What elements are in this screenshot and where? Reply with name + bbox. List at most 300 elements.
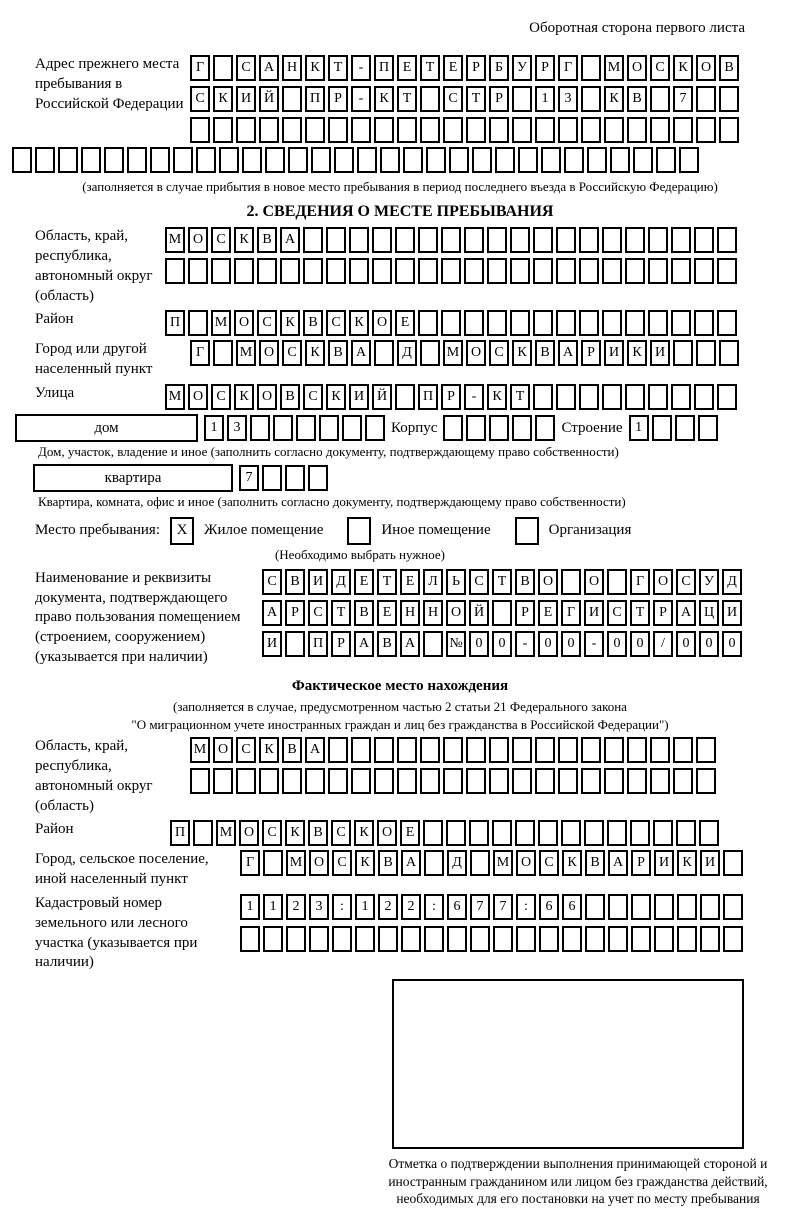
char-cell[interactable]: 0: [676, 631, 696, 657]
char-cell[interactable]: Н: [423, 600, 443, 626]
char-cell[interactable]: С: [676, 569, 696, 595]
char-cell[interactable]: [533, 384, 553, 410]
char-cell[interactable]: [625, 258, 645, 284]
char-cell[interactable]: 7: [673, 86, 693, 112]
char-cell[interactable]: [441, 227, 461, 253]
char-cell[interactable]: [35, 147, 55, 173]
char-cell[interactable]: [581, 768, 601, 794]
char-cell[interactable]: [535, 117, 555, 143]
actual-city-row[interactable]: [240, 850, 743, 876]
char-cell[interactable]: 2: [401, 894, 421, 920]
char-cell[interactable]: [627, 768, 647, 794]
char-cell[interactable]: И: [604, 340, 624, 366]
char-cell[interactable]: В: [378, 850, 398, 876]
char-cell[interactable]: [296, 415, 316, 441]
char-cell[interactable]: [673, 768, 693, 794]
char-cell[interactable]: Ц: [699, 600, 719, 626]
char-cell[interactable]: [420, 86, 440, 112]
char-cell[interactable]: К: [627, 340, 647, 366]
char-cell[interactable]: [631, 894, 651, 920]
char-cell[interactable]: [446, 820, 466, 846]
char-cell[interactable]: Е: [400, 820, 420, 846]
char-cell[interactable]: Е: [397, 55, 417, 81]
char-cell[interactable]: [518, 147, 538, 173]
char-cell[interactable]: В: [377, 631, 397, 657]
char-cell[interactable]: :: [516, 894, 536, 920]
char-cell[interactable]: [250, 415, 270, 441]
korpus-row[interactable]: [443, 415, 555, 441]
char-cell[interactable]: С: [236, 55, 256, 81]
char-cell[interactable]: [630, 820, 650, 846]
char-cell[interactable]: К: [604, 86, 624, 112]
char-cell[interactable]: К: [213, 86, 233, 112]
char-cell[interactable]: [262, 465, 282, 491]
char-cell[interactable]: Й: [372, 384, 392, 410]
char-cell[interactable]: К: [673, 55, 693, 81]
char-cell[interactable]: Т: [630, 600, 650, 626]
char-cell[interactable]: [607, 820, 627, 846]
char-cell[interactable]: [305, 768, 325, 794]
char-cell[interactable]: [648, 227, 668, 253]
char-cell[interactable]: [365, 415, 385, 441]
char-cell[interactable]: [127, 147, 147, 173]
char-cell[interactable]: [671, 310, 691, 336]
prev-address-row-1[interactable]: [190, 55, 739, 81]
char-cell[interactable]: [558, 768, 578, 794]
char-cell[interactable]: [334, 147, 354, 173]
prev-address-row-2[interactable]: [190, 86, 739, 112]
char-cell[interactable]: О: [377, 820, 397, 846]
char-cell[interactable]: [374, 768, 394, 794]
char-cell[interactable]: О: [584, 569, 604, 595]
char-cell[interactable]: [193, 820, 213, 846]
char-cell[interactable]: [493, 926, 513, 952]
stay-type-checkbox-residential[interactable]: X: [170, 517, 194, 545]
char-cell[interactable]: К: [285, 820, 305, 846]
document-row-1[interactable]: [262, 569, 742, 595]
char-cell[interactable]: К: [259, 737, 279, 763]
char-cell[interactable]: [650, 86, 670, 112]
char-cell[interactable]: [403, 147, 423, 173]
char-cell[interactable]: Е: [400, 569, 420, 595]
char-cell[interactable]: :: [424, 894, 444, 920]
char-cell[interactable]: П: [418, 384, 438, 410]
char-cell[interactable]: [240, 926, 260, 952]
char-cell[interactable]: К: [354, 820, 374, 846]
char-cell[interactable]: [420, 768, 440, 794]
char-cell[interactable]: [357, 147, 377, 173]
char-cell[interactable]: Р: [466, 55, 486, 81]
char-cell[interactable]: Н: [282, 55, 302, 81]
char-cell[interactable]: [610, 147, 630, 173]
char-cell[interactable]: [581, 86, 601, 112]
char-cell[interactable]: [464, 227, 484, 253]
char-cell[interactable]: Г: [190, 55, 210, 81]
char-cell[interactable]: [196, 147, 216, 173]
char-cell[interactable]: Г: [561, 600, 581, 626]
char-cell[interactable]: [648, 258, 668, 284]
char-cell[interactable]: Г: [630, 569, 650, 595]
char-cell[interactable]: П: [374, 55, 394, 81]
char-cell[interactable]: [723, 850, 743, 876]
char-cell[interactable]: Р: [535, 55, 555, 81]
char-cell[interactable]: [342, 415, 362, 441]
char-cell[interactable]: А: [280, 227, 300, 253]
char-cell[interactable]: И: [722, 600, 742, 626]
char-cell[interactable]: О: [627, 55, 647, 81]
char-cell[interactable]: С: [211, 227, 231, 253]
char-cell[interactable]: [671, 384, 691, 410]
char-cell[interactable]: [426, 147, 446, 173]
char-cell[interactable]: [259, 117, 279, 143]
char-cell[interactable]: [652, 415, 672, 441]
char-cell[interactable]: К: [234, 384, 254, 410]
char-cell[interactable]: 0: [630, 631, 650, 657]
char-cell[interactable]: [213, 55, 233, 81]
char-cell[interactable]: [541, 147, 561, 173]
char-cell[interactable]: К: [305, 55, 325, 81]
char-cell[interactable]: [512, 768, 532, 794]
char-cell[interactable]: И: [650, 340, 670, 366]
char-cell[interactable]: [510, 258, 530, 284]
char-cell[interactable]: [581, 117, 601, 143]
cadastral-row-1[interactable]: [240, 894, 743, 920]
char-cell[interactable]: Р: [285, 600, 305, 626]
char-cell[interactable]: [397, 768, 417, 794]
char-cell[interactable]: У: [512, 55, 532, 81]
char-cell[interactable]: 0: [492, 631, 512, 657]
char-cell[interactable]: 7: [470, 894, 490, 920]
char-cell[interactable]: [584, 820, 604, 846]
char-cell[interactable]: Ь: [446, 569, 466, 595]
char-cell[interactable]: А: [354, 631, 374, 657]
char-cell[interactable]: О: [466, 340, 486, 366]
char-cell[interactable]: [487, 227, 507, 253]
char-cell[interactable]: [424, 926, 444, 952]
char-cell[interactable]: А: [305, 737, 325, 763]
char-cell[interactable]: -: [351, 55, 371, 81]
char-cell[interactable]: С: [303, 384, 323, 410]
char-cell[interactable]: [602, 310, 622, 336]
char-cell[interactable]: [349, 258, 369, 284]
char-cell[interactable]: [466, 737, 486, 763]
char-cell[interactable]: [418, 258, 438, 284]
char-cell[interactable]: [288, 147, 308, 173]
char-cell[interactable]: С: [262, 820, 282, 846]
char-cell[interactable]: [282, 117, 302, 143]
street-row[interactable]: [165, 384, 737, 410]
char-cell[interactable]: Е: [443, 55, 463, 81]
char-cell[interactable]: [561, 820, 581, 846]
char-cell[interactable]: Е: [395, 310, 415, 336]
char-cell[interactable]: [673, 340, 693, 366]
char-cell[interactable]: [587, 147, 607, 173]
char-cell[interactable]: О: [653, 569, 673, 595]
char-cell[interactable]: Р: [631, 850, 651, 876]
char-cell[interactable]: [213, 768, 233, 794]
char-cell[interactable]: Г: [558, 55, 578, 81]
char-cell[interactable]: 3: [309, 894, 329, 920]
char-cell[interactable]: [648, 310, 668, 336]
char-cell[interactable]: [190, 117, 210, 143]
char-cell[interactable]: [579, 310, 599, 336]
char-cell[interactable]: С: [607, 600, 627, 626]
char-cell[interactable]: 1: [535, 86, 555, 112]
char-cell[interactable]: [351, 737, 371, 763]
char-cell[interactable]: [533, 258, 553, 284]
char-cell[interactable]: [447, 926, 467, 952]
char-cell[interactable]: [719, 86, 739, 112]
char-cell[interactable]: [489, 737, 509, 763]
char-cell[interactable]: [319, 415, 339, 441]
char-cell[interactable]: [351, 768, 371, 794]
char-cell[interactable]: Б: [489, 55, 509, 81]
char-cell[interactable]: [631, 926, 651, 952]
char-cell[interactable]: №: [446, 631, 466, 657]
char-cell[interactable]: В: [285, 569, 305, 595]
char-cell[interactable]: [654, 926, 674, 952]
char-cell[interactable]: [608, 894, 628, 920]
char-cell[interactable]: И: [308, 569, 328, 595]
char-cell[interactable]: Т: [377, 569, 397, 595]
char-cell[interactable]: С: [650, 55, 670, 81]
char-cell[interactable]: В: [719, 55, 739, 81]
char-cell[interactable]: [650, 737, 670, 763]
char-cell[interactable]: [579, 384, 599, 410]
char-cell[interactable]: К: [512, 340, 532, 366]
char-cell[interactable]: Е: [538, 600, 558, 626]
char-cell[interactable]: О: [257, 384, 277, 410]
char-cell[interactable]: 7: [493, 894, 513, 920]
char-cell[interactable]: Т: [328, 55, 348, 81]
char-cell[interactable]: [579, 227, 599, 253]
char-cell[interactable]: В: [308, 820, 328, 846]
char-cell[interactable]: С: [469, 569, 489, 595]
char-cell[interactable]: [242, 147, 262, 173]
char-cell[interactable]: [188, 310, 208, 336]
char-cell[interactable]: А: [608, 850, 628, 876]
char-cell[interactable]: [694, 310, 714, 336]
char-cell[interactable]: Т: [466, 86, 486, 112]
char-cell[interactable]: [332, 926, 352, 952]
char-cell[interactable]: А: [676, 600, 696, 626]
char-cell[interactable]: [556, 258, 576, 284]
char-cell[interactable]: [510, 310, 530, 336]
char-cell[interactable]: [489, 415, 509, 441]
char-cell[interactable]: [263, 850, 283, 876]
char-cell[interactable]: [625, 227, 645, 253]
char-cell[interactable]: [539, 926, 559, 952]
cadastral-row-2[interactable]: [240, 926, 743, 952]
char-cell[interactable]: [535, 737, 555, 763]
char-cell[interactable]: И: [262, 631, 282, 657]
char-cell[interactable]: [633, 147, 653, 173]
char-cell[interactable]: Д: [722, 569, 742, 595]
apartment-row[interactable]: [239, 465, 328, 491]
char-cell[interactable]: А: [558, 340, 578, 366]
char-cell[interactable]: [602, 227, 622, 253]
char-cell[interactable]: [263, 926, 283, 952]
char-cell[interactable]: [699, 820, 719, 846]
char-cell[interactable]: О: [234, 310, 254, 336]
char-cell[interactable]: Г: [240, 850, 260, 876]
char-cell[interactable]: О: [188, 384, 208, 410]
district-row[interactable]: [165, 310, 737, 336]
char-cell[interactable]: [556, 384, 576, 410]
char-cell[interactable]: [466, 117, 486, 143]
char-cell[interactable]: 6: [562, 894, 582, 920]
char-cell[interactable]: И: [700, 850, 720, 876]
char-cell[interactable]: [602, 258, 622, 284]
char-cell[interactable]: [564, 147, 584, 173]
char-cell[interactable]: [673, 737, 693, 763]
char-cell[interactable]: [677, 926, 697, 952]
char-cell[interactable]: [372, 258, 392, 284]
char-cell[interactable]: 2: [378, 894, 398, 920]
char-cell[interactable]: О: [516, 850, 536, 876]
document-row-2[interactable]: [262, 600, 742, 626]
char-cell[interactable]: М: [236, 340, 256, 366]
char-cell[interactable]: [420, 117, 440, 143]
char-cell[interactable]: [627, 737, 647, 763]
char-cell[interactable]: [236, 117, 256, 143]
char-cell[interactable]: В: [515, 569, 535, 595]
char-cell[interactable]: [282, 86, 302, 112]
char-cell[interactable]: О: [309, 850, 329, 876]
char-cell[interactable]: 1: [240, 894, 260, 920]
char-cell[interactable]: С: [539, 850, 559, 876]
char-cell[interactable]: [538, 820, 558, 846]
char-cell[interactable]: [654, 894, 674, 920]
char-cell[interactable]: [308, 465, 328, 491]
char-cell[interactable]: М: [190, 737, 210, 763]
char-cell[interactable]: К: [487, 384, 507, 410]
char-cell[interactable]: 0: [469, 631, 489, 657]
char-cell[interactable]: П: [305, 86, 325, 112]
char-cell[interactable]: 0: [722, 631, 742, 657]
city-row[interactable]: [190, 340, 739, 366]
char-cell[interactable]: [311, 147, 331, 173]
char-cell[interactable]: :: [332, 894, 352, 920]
char-cell[interactable]: [696, 768, 716, 794]
char-cell[interactable]: [656, 147, 676, 173]
char-cell[interactable]: -: [351, 86, 371, 112]
char-cell[interactable]: 6: [539, 894, 559, 920]
char-cell[interactable]: [717, 310, 737, 336]
char-cell[interactable]: [581, 737, 601, 763]
char-cell[interactable]: [418, 310, 438, 336]
char-cell[interactable]: [650, 768, 670, 794]
char-cell[interactable]: [717, 384, 737, 410]
char-cell[interactable]: П: [170, 820, 190, 846]
char-cell[interactable]: [190, 768, 210, 794]
char-cell[interactable]: [696, 117, 716, 143]
char-cell[interactable]: В: [280, 384, 300, 410]
char-cell[interactable]: [671, 258, 691, 284]
char-cell[interactable]: [515, 820, 535, 846]
char-cell[interactable]: Й: [259, 86, 279, 112]
char-cell[interactable]: М: [493, 850, 513, 876]
document-row-3[interactable]: [262, 631, 742, 657]
char-cell[interactable]: 0: [607, 631, 627, 657]
char-cell[interactable]: [489, 768, 509, 794]
char-cell[interactable]: [487, 258, 507, 284]
stroenie-row[interactable]: [629, 415, 718, 441]
char-cell[interactable]: [470, 926, 490, 952]
char-cell[interactable]: В: [257, 227, 277, 253]
char-cell[interactable]: А: [400, 631, 420, 657]
char-cell[interactable]: И: [584, 600, 604, 626]
char-cell[interactable]: /: [653, 631, 673, 657]
char-cell[interactable]: Д: [447, 850, 467, 876]
char-cell[interactable]: [397, 117, 417, 143]
actual-district-row[interactable]: [170, 820, 719, 846]
char-cell[interactable]: [671, 227, 691, 253]
char-cell[interactable]: [495, 147, 515, 173]
char-cell[interactable]: [512, 86, 532, 112]
char-cell[interactable]: [717, 258, 737, 284]
char-cell[interactable]: М: [211, 310, 231, 336]
char-cell[interactable]: [273, 415, 293, 441]
char-cell[interactable]: [556, 310, 576, 336]
char-cell[interactable]: В: [535, 340, 555, 366]
char-cell[interactable]: С: [331, 820, 351, 846]
char-cell[interactable]: О: [372, 310, 392, 336]
char-cell[interactable]: [372, 227, 392, 253]
char-cell[interactable]: 3: [227, 415, 247, 441]
char-cell[interactable]: [510, 227, 530, 253]
char-cell[interactable]: К: [280, 310, 300, 336]
char-cell[interactable]: Д: [397, 340, 417, 366]
char-cell[interactable]: [558, 117, 578, 143]
char-cell[interactable]: Р: [515, 600, 535, 626]
char-cell[interactable]: 0: [699, 631, 719, 657]
char-cell[interactable]: Г: [190, 340, 210, 366]
char-cell[interactable]: 1: [629, 415, 649, 441]
char-cell[interactable]: [213, 117, 233, 143]
char-cell[interactable]: М: [165, 227, 185, 253]
char-cell[interactable]: К: [349, 310, 369, 336]
char-cell[interactable]: К: [326, 384, 346, 410]
char-cell[interactable]: [420, 737, 440, 763]
char-cell[interactable]: В: [328, 340, 348, 366]
char-cell[interactable]: [625, 384, 645, 410]
char-cell[interactable]: [561, 569, 581, 595]
char-cell[interactable]: [464, 310, 484, 336]
char-cell[interactable]: Р: [328, 86, 348, 112]
char-cell[interactable]: М: [216, 820, 236, 846]
char-cell[interactable]: Д: [331, 569, 351, 595]
char-cell[interactable]: М: [165, 384, 185, 410]
stay-type-checkbox-other[interactable]: [347, 517, 371, 545]
char-cell[interactable]: О: [188, 227, 208, 253]
char-cell[interactable]: [512, 415, 532, 441]
char-cell[interactable]: [328, 117, 348, 143]
char-cell[interactable]: [213, 340, 233, 366]
char-cell[interactable]: А: [401, 850, 421, 876]
char-cell[interactable]: [441, 258, 461, 284]
char-cell[interactable]: [723, 894, 743, 920]
char-cell[interactable]: Н: [400, 600, 420, 626]
char-cell[interactable]: О: [213, 737, 233, 763]
region-row-1[interactable]: [165, 227, 737, 253]
char-cell[interactable]: [470, 850, 490, 876]
char-cell[interactable]: В: [282, 737, 302, 763]
char-cell[interactable]: [694, 384, 714, 410]
char-cell[interactable]: С: [308, 600, 328, 626]
char-cell[interactable]: [236, 768, 256, 794]
char-cell[interactable]: П: [308, 631, 328, 657]
